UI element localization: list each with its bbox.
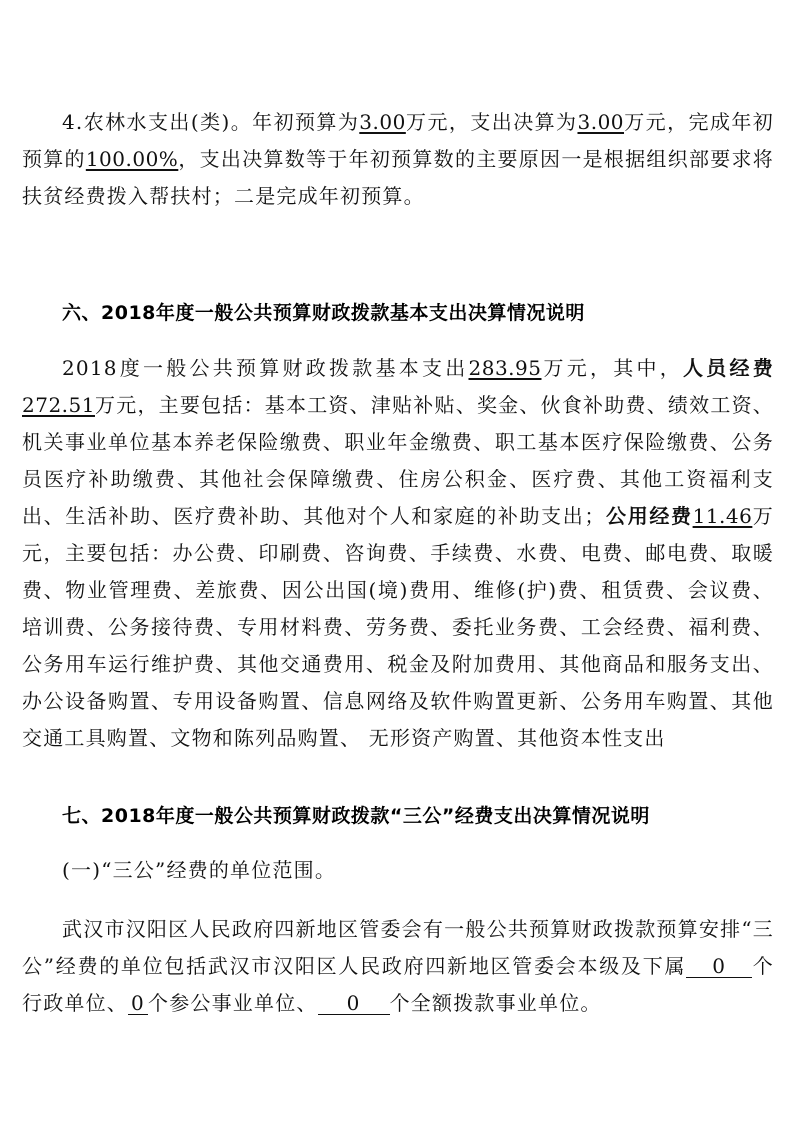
- section4-paragraph: 4.农林水支出(类)。年初预算为3.00万元，支出决算为3.00万元，完成年初预算的100.00%，支出决算数等于年初预算数的主要原因一是根据组织部要求将扶贫经费拨入帮扶村；二是完成年初预算。: [22, 110, 775, 208]
- public-expense-label: 公用经费: [605, 504, 693, 528]
- section7-heading: 七、2018年度一般公共预算财政拨款“三公”经费支出决算情况说明: [62, 805, 650, 827]
- public-expense-amount: 11.46: [692, 504, 753, 528]
- personnel-expense-amount: 272.51: [22, 393, 95, 417]
- section6-paragraph: 2018度一般公共预算财政拨款基本支出283.95万元，其中，人员经费272.51万元，主要包括：基本工资、津贴补贴、奖金、伙食补助费、绩效工资、机关事业单位基本养老保险缴费、职业年金缴费、职工基本医疗保险缴费、公务员医疗补助缴费、其他社会保障缴费、住房公积金、医疗费、其他工资福利支出、生活补助、医疗费补助、其他对个人和家庭的补助支出；公用经费11.46万元，主要包括：办公费、印刷费、咨询费、手续费、水费、电费、邮电费、取暖费、物业管理费、差旅费、因公出国(境)费用、维修(护)费、租赁费、会议费、培训费、公务接待费、专用材料费、劳务费、委托业务费、工会经费、福利费、公务用车运行维护费、其他交通费用、税金及附加费用、其他商品和服务支出、办公设备购置、专用设备购置、信息网络及软件购置更新、公务用车购置、其他交通工具购置、文物和陈列品购置、 无形资产购置、其他资本性支出: [22, 356, 774, 750]
- actual-amount: 3.00: [577, 110, 625, 134]
- completion-rate: 100.00%: [85, 147, 179, 171]
- section6-heading: 六、2018年度一般公共预算财政拨款基本支出决算情况说明: [62, 302, 585, 324]
- personnel-expense-label: 人员经费: [683, 356, 774, 380]
- section7-subheading: (一)“三公”经费的单位范围。: [62, 858, 337, 882]
- civil-units-count: 0: [128, 992, 148, 1015]
- basic-expense-total: 283.95: [468, 356, 542, 380]
- budget-amount: 3.00: [359, 110, 406, 134]
- admin-units-count: 0: [686, 955, 752, 978]
- section7-paragraph: 武汉市汉阳区人民政府四新地区管委会有一般公共预算财政拨款预算安排“三公”经费的单位包括武汉市汉阳区人民政府四新地区管委会本级及下属 0 个行政单位、 0 个参公事业单位、 0 个全额拨款事业单位。: [22, 917, 774, 1015]
- funded-units-count: 0: [318, 992, 390, 1015]
